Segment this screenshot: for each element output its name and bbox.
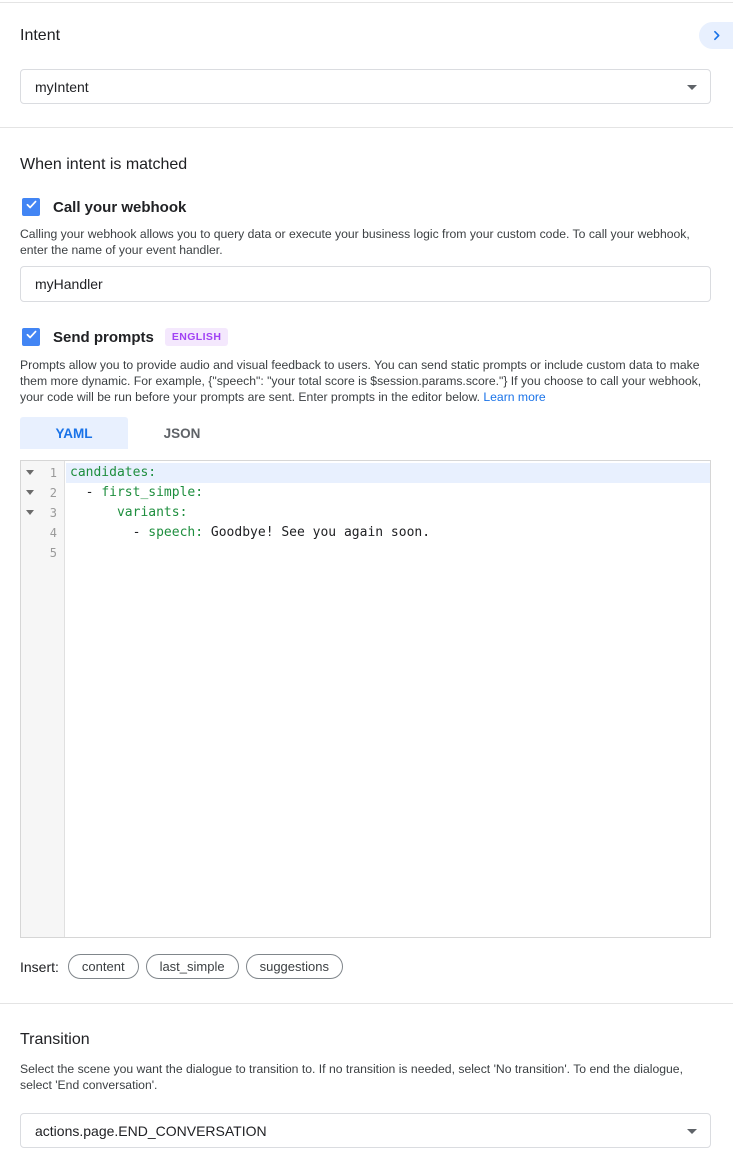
checkmark-icon (25, 328, 38, 346)
matched-section-heading: When intent is matched (20, 156, 188, 173)
code-row (21, 523, 710, 543)
checkmark-icon (25, 198, 38, 216)
line-number: 4 (49, 526, 57, 540)
webhook-description: Calling your webhook allows you to query data or execute your business logic from your custom code. To call your webhook, enter the name of your event handler. (20, 227, 690, 257)
insert-chip-content[interactable]: content (68, 954, 139, 979)
send-prompts-checkbox[interactable] (22, 328, 40, 346)
dropdown-arrow-icon (687, 1129, 697, 1134)
insert-chip-suggestions[interactable]: suggestions (246, 954, 343, 979)
fold-toggle-icon[interactable] (26, 510, 34, 515)
insert-chips (68, 954, 350, 979)
transition-select[interactable] (20, 1113, 711, 1148)
code-line-2[interactable]: - first_simple: (70, 485, 204, 500)
insert-chip-last_simple[interactable]: last_simple (146, 954, 239, 979)
code-row (21, 503, 710, 523)
line-number: 3 (49, 506, 57, 520)
prompts-description (20, 357, 712, 405)
code-row (21, 483, 710, 503)
format-tabs (20, 417, 236, 449)
send-prompts-label: Send prompts (53, 328, 154, 346)
editor-lines (21, 461, 710, 563)
code-row (21, 463, 710, 483)
tab-json[interactable]: JSON (128, 417, 236, 449)
transition-heading: Transition (20, 1031, 90, 1048)
transition-description: Select the scene you want the dialogue to transition to. If no transition is needed, select 'No transition'. To end the dialogue, select 'End conversation'. (20, 1062, 683, 1092)
event-handler-input[interactable] (20, 266, 711, 302)
section-divider (0, 1003, 733, 1004)
tab-yaml[interactable]: YAML (20, 417, 128, 449)
fold-toggle-icon[interactable] (26, 470, 34, 475)
language-badge: ENGLISH (165, 328, 228, 346)
chevron-right-icon (710, 29, 723, 42)
line-number: 1 (49, 466, 57, 480)
insert-label: Insert: (20, 958, 59, 975)
transition-select-value: actions.page.END_CONVERSATION (35, 1122, 267, 1139)
call-webhook-label: Call your webhook (53, 198, 187, 216)
intent-select[interactable] (20, 69, 711, 104)
call-webhook-checkbox[interactable] (22, 198, 40, 216)
code-line-5[interactable] (66, 543, 710, 563)
page-title: Intent (20, 27, 61, 44)
gutter-line-2 (21, 483, 66, 503)
code-line-4[interactable]: - speech: Goodbye! See you again soon. (70, 525, 431, 540)
gutter-line-4 (21, 523, 66, 543)
prompts-description-text: Prompts allow you to provide audio and visual feedback to users. You can send static prompts or include custom data to make them more dynamic. For example, {"speech": "your total score is $session.params.score."} If you choose to call your webhook, your code will be run before your prompts are sent. Enter prompts in the editor below. (20, 358, 702, 404)
gutter-line-1 (21, 463, 66, 483)
collapse-panel-button[interactable] (699, 22, 733, 49)
code-line-1[interactable]: candidates: (66, 463, 710, 483)
dropdown-arrow-icon (687, 85, 697, 90)
insert-row (20, 954, 350, 979)
learn-more-link[interactable]: Learn more (483, 390, 546, 404)
code-row (21, 543, 710, 563)
section-divider (0, 127, 733, 128)
fold-toggle-icon[interactable] (26, 490, 34, 495)
top-divider (0, 2, 733, 3)
call-webhook-row (22, 198, 186, 216)
gutter-line-5 (21, 543, 66, 563)
code-line-3[interactable]: variants: (116, 505, 188, 520)
line-number: 2 (49, 486, 57, 500)
intent-select-value: myIntent (35, 78, 89, 95)
send-prompts-row (22, 328, 228, 346)
gutter-line-3 (21, 503, 66, 523)
line-number: 5 (49, 546, 57, 560)
prompt-code-editor[interactable] (20, 460, 711, 938)
